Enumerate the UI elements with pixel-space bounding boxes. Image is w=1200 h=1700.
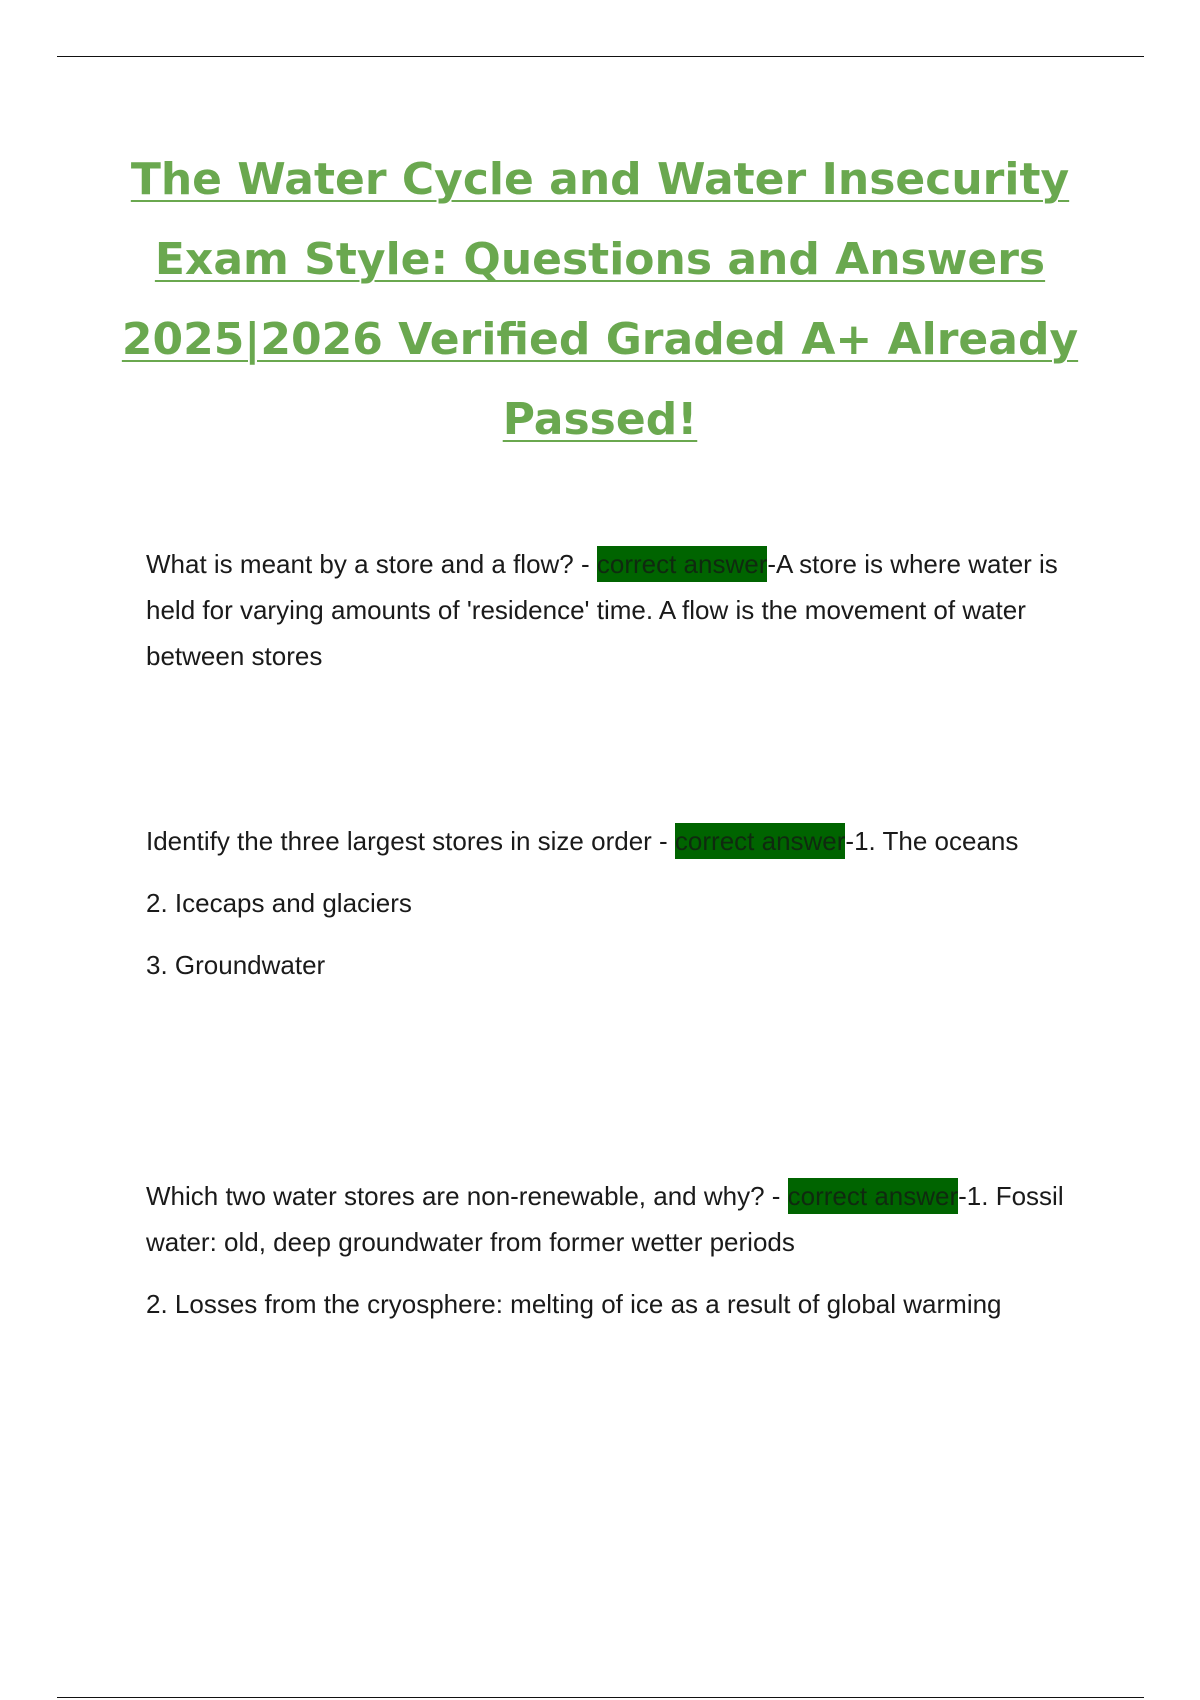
qa-paragraph: [146, 818, 1086, 864]
title-line-4: Passed!: [502, 394, 698, 445]
title-line-2: Exam Style: Questions and Answers: [154, 234, 1046, 285]
answer-line: 2. Losses from the cryosphere: melting of ice as a result of global warming: [146, 1289, 1002, 1319]
question-text: Identify the three largest stores in size order -: [146, 826, 675, 856]
qa-item-3: [146, 1173, 1086, 1343]
qa-item-2: [146, 818, 1086, 1004]
qa-item-1: [146, 541, 1086, 695]
answer-line: 3. Groundwater: [146, 950, 326, 980]
title-line-1: The Water Cycle and Water Insecurity: [130, 154, 1070, 205]
answer-text: -1. The oceans: [845, 826, 1019, 856]
answer-marker: correct answer: [597, 546, 768, 582]
answer-text: -A store is where water is held for varying amounts of 'residence' time. A flow is the movement of water between stores: [146, 549, 1058, 671]
top-rule: [57, 56, 1144, 57]
answer-marker: correct answer: [788, 1178, 959, 1214]
qa-paragraph: [146, 1173, 1086, 1265]
answer-marker: correct answer: [675, 823, 846, 859]
title-line-3: 2025|2026 Verified Graded A+ Already: [121, 314, 1079, 365]
question-text: What is meant by a store and a flow? -: [146, 549, 597, 579]
question-text: Which two water stores are non-renewable, and why? -: [146, 1181, 788, 1211]
bottom-rule: [57, 1697, 1144, 1698]
answer-text: -1. Fossil water: old, deep groundwater from former wetter periods: [146, 1181, 1064, 1257]
document-title: [100, 140, 1100, 460]
qa-paragraph: [146, 541, 1086, 679]
answer-line: 2. Icecaps and glaciers: [146, 888, 412, 918]
